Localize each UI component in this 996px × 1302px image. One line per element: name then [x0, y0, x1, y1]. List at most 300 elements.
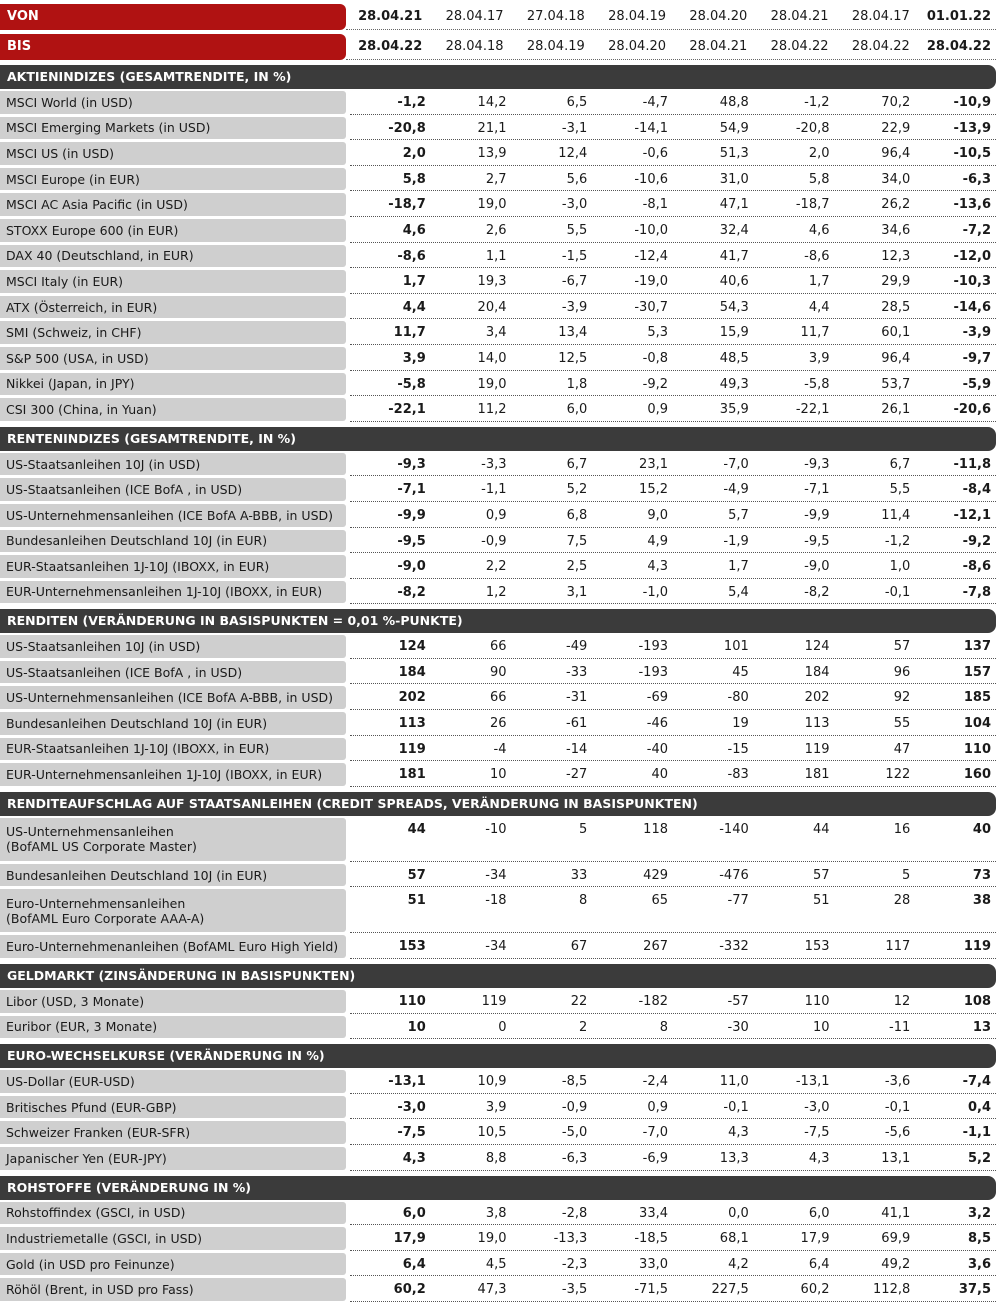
table-row [0, 296, 996, 320]
value-cell: -10,0 [634, 222, 668, 238]
value-cell: 137 [963, 639, 991, 655]
row-values [350, 453, 996, 477]
value-cell: 202 [804, 690, 830, 706]
table-row [0, 168, 996, 192]
value-cell: 21,1 [477, 120, 507, 136]
value-cell: 19,0 [477, 197, 507, 213]
value-cell: 119 [398, 741, 426, 757]
row-label [0, 296, 346, 319]
row-label-line: MSCI World (in USD) [6, 94, 133, 110]
value-cell: -9,7 [962, 350, 991, 366]
row-label-line: Bundesanleihen Deutschland 10J (in EUR) [6, 533, 268, 549]
value-cell: 119 [481, 994, 507, 1010]
row-label [0, 219, 346, 242]
value-cell: -6,9 [642, 1151, 668, 1166]
row-values [350, 738, 996, 762]
value-cell: 2,2 [485, 559, 507, 575]
value-cell: 3,1 [566, 584, 588, 600]
value-cell: -71,5 [634, 1282, 668, 1298]
value-cell: -7,5 [804, 1125, 830, 1141]
table-row [0, 245, 996, 269]
value-cell: 6,0 [566, 402, 588, 418]
value-cell: 23,1 [639, 456, 668, 472]
value-cell: 41,1 [881, 1205, 911, 1221]
bis-header-row [0, 34, 996, 60]
value-cell: -13,6 [953, 197, 991, 213]
row-label [0, 1147, 346, 1170]
value-cell: -9,3 [397, 456, 426, 472]
value-cell: 181 [804, 767, 830, 783]
table-row [0, 686, 996, 710]
row-label-line: Japanischer Yen (EUR-JPY) [6, 1150, 167, 1166]
value-cell: -5,6 [884, 1125, 911, 1141]
value-cell: -4,9 [723, 482, 749, 498]
row-values [350, 555, 996, 579]
value-cell: 67 [570, 939, 588, 955]
row-label [0, 1070, 346, 1093]
value-cell: 17,9 [393, 1231, 426, 1247]
value-cell: 12,4 [558, 146, 588, 162]
value-cell: 60,2 [393, 1282, 426, 1298]
von-date-cell: 01.01.22 [926, 9, 991, 24]
value-cell: 45 [732, 664, 749, 680]
value-cell: 7,5 [566, 533, 588, 549]
value-cell: -8,2 [804, 584, 830, 600]
table-row [0, 1016, 996, 1040]
value-cell: -2,3 [561, 1256, 588, 1272]
value-cell: 12,3 [881, 248, 911, 264]
table-row [0, 1147, 996, 1171]
value-cell: 108 [963, 994, 991, 1010]
row-values [350, 504, 996, 528]
von-header-row [0, 4, 996, 30]
value-cell: -14,6 [953, 299, 991, 315]
value-cell: -14 [566, 741, 588, 757]
value-cell: 119 [804, 741, 830, 757]
row-values [350, 168, 996, 192]
row-label [0, 347, 346, 370]
bis-date-cell: 28.04.19 [526, 39, 585, 54]
value-cell: -0,1 [884, 584, 911, 600]
value-cell: -3,0 [397, 1099, 426, 1115]
value-cell: -5,8 [397, 376, 426, 392]
value-cell: -7,2 [962, 222, 991, 238]
row-values [350, 763, 996, 787]
value-cell: 117 [885, 939, 911, 955]
value-cell: 28,5 [881, 299, 911, 315]
value-cell: -5,9 [962, 376, 991, 392]
value-cell: -1,2 [397, 95, 426, 110]
value-cell: 13,4 [558, 325, 588, 341]
value-cell: -80 [727, 690, 749, 706]
value-cell: -1,9 [723, 533, 749, 549]
table-row [0, 1096, 996, 1120]
row-label-line: MSCI Europe (in EUR) [6, 171, 140, 187]
table-row [0, 889, 996, 933]
value-cell: 38 [972, 893, 991, 909]
row-label [0, 504, 346, 527]
row-label-line: (BofAML US Corporate Master) [6, 839, 197, 855]
row-values [350, 478, 996, 502]
table-row [0, 763, 996, 787]
value-cell: 429 [643, 867, 668, 883]
row-values [350, 661, 996, 685]
value-cell: -9,2 [642, 376, 668, 392]
value-cell: -476 [719, 867, 749, 883]
row-label-line: Bundesanleihen Deutschland 10J (in EUR) [6, 715, 268, 731]
row-label [0, 738, 346, 761]
value-cell: -34 [485, 867, 507, 883]
value-cell: 6,0 [808, 1205, 830, 1221]
value-cell: -5,0 [561, 1125, 588, 1141]
row-label-line: Euro-Unternehmenanleihen (BofAML Euro High Yield) [6, 939, 339, 955]
row-label [0, 889, 346, 932]
value-cell: 15,9 [719, 325, 749, 341]
row-label-line: CSI 300 (China, in Yuan) [6, 401, 157, 417]
value-cell: 5,8 [808, 171, 830, 187]
row-label-line: EUR-Unternehmensanleihen 1J-10J (IBOXX, in EUR) [6, 584, 323, 600]
value-cell: -182 [638, 994, 668, 1010]
value-cell: 90 [489, 664, 507, 680]
value-cell: -3,6 [884, 1074, 911, 1090]
value-cell: -10,5 [953, 146, 991, 162]
value-cell: 0,9 [485, 507, 507, 523]
value-cell: 51 [812, 893, 830, 909]
value-cell: 5,3 [647, 325, 668, 341]
bis-date-cell: 28.04.22 [770, 39, 829, 54]
value-cell: 1,2 [485, 584, 507, 600]
row-values [350, 530, 996, 554]
value-cell: -3,1 [561, 120, 588, 136]
row-label-line: Britisches Pfund (EUR-GBP) [6, 1099, 177, 1115]
bis-date-cells [346, 34, 996, 60]
row-label-line: US-Staatsanleihen (ICE BofA , in USD) [6, 482, 243, 498]
value-cell: 8,5 [967, 1231, 991, 1247]
row-label-line: Euro-Unternehmensanleihen [6, 895, 186, 911]
table-row [0, 635, 996, 659]
value-cell: 11,2 [477, 402, 507, 418]
row-label-line: US-Staatsanleihen (ICE BofA , in USD) [6, 664, 243, 680]
row-label [0, 1121, 346, 1144]
value-cell: 33,0 [639, 1256, 668, 1272]
value-cell: 0,9 [647, 402, 668, 418]
bis-date-cell: 28.04.22 [358, 39, 423, 54]
bis-date-cell: 28.04.18 [445, 39, 504, 54]
value-cell: 5,2 [967, 1151, 991, 1166]
value-cell: 101 [723, 639, 749, 655]
row-values [350, 1278, 996, 1302]
row-label-line: MSCI Emerging Markets (in USD) [6, 120, 211, 136]
value-cell: -4 [493, 741, 507, 757]
value-cell: -0,6 [642, 146, 668, 162]
value-cell: 0,0 [728, 1205, 749, 1221]
table-row [0, 864, 996, 888]
row-label-line: EUR-Unternehmensanleihen 1J-10J (IBOXX, in EUR) [6, 767, 323, 783]
row-values [350, 142, 996, 166]
von-date-cells [346, 4, 996, 30]
table-row [0, 1202, 996, 1226]
row-values [350, 398, 996, 422]
value-cell: 5,7 [728, 507, 749, 523]
row-label [0, 1016, 346, 1039]
value-cell: -13,1 [388, 1074, 426, 1090]
value-cell: 153 [398, 939, 426, 955]
row-label [0, 1253, 346, 1276]
row-label-line: US-Unternehmensanleihen [6, 824, 174, 840]
von-date-cell: 28.04.19 [608, 9, 666, 24]
value-cell: 2,7 [485, 171, 507, 187]
value-cell: 1,7 [402, 274, 426, 290]
value-cell: 4,6 [808, 222, 830, 238]
value-cell: 122 [885, 767, 911, 783]
value-cell: -12,0 [953, 248, 991, 264]
value-cell: 60,2 [800, 1282, 830, 1298]
value-cell: 37,5 [958, 1282, 991, 1298]
value-cell: 33,4 [639, 1205, 668, 1221]
value-cell: 113 [804, 716, 830, 732]
value-cell: -0,1 [884, 1099, 911, 1115]
value-cell: 57 [407, 867, 426, 883]
row-label-line: STOXX Europe 600 (in EUR) [6, 222, 179, 238]
table-row [0, 270, 996, 294]
value-cell: 14,0 [477, 350, 507, 366]
value-cell: -30,7 [634, 299, 668, 315]
row-label-line: Libor (USD, 3 Monate) [6, 993, 145, 1009]
row-values [350, 686, 996, 710]
table-row [0, 453, 996, 477]
value-cell: 185 [963, 690, 991, 706]
row-values [350, 1070, 996, 1094]
table-row [0, 142, 996, 166]
value-cell: 3,4 [485, 325, 507, 341]
von-label: VON [0, 4, 346, 30]
value-cell: -10,6 [634, 171, 668, 187]
value-cell: -33 [566, 664, 588, 680]
value-cell: -7,4 [962, 1074, 991, 1090]
value-cell: -27 [566, 767, 588, 783]
value-cell: -83 [727, 767, 749, 783]
value-cell: 11,7 [800, 325, 830, 341]
value-cell: 6,8 [566, 507, 588, 523]
table-row [0, 661, 996, 685]
table-row [0, 398, 996, 422]
value-cell: 10,9 [477, 1074, 507, 1090]
value-cell: -9,9 [397, 507, 426, 523]
value-cell: -9,9 [804, 507, 830, 523]
value-cell: 2,5 [566, 559, 588, 575]
value-cell: 3,9 [485, 1099, 507, 1115]
von-date-cell: 28.04.21 [770, 9, 829, 24]
value-cell: 2 [578, 1019, 588, 1035]
value-cell: 3,6 [967, 1256, 991, 1272]
value-cell: -9,0 [804, 559, 830, 575]
value-cell: 3,9 [808, 350, 830, 366]
value-cell: 6,5 [566, 95, 588, 110]
table-row [0, 530, 996, 554]
value-cell: 33 [570, 867, 588, 883]
row-label [0, 990, 346, 1013]
value-cell: 5 [901, 867, 911, 883]
row-label [0, 91, 346, 114]
row-label [0, 193, 346, 216]
value-cell: 110 [398, 994, 426, 1010]
value-cell: -193 [638, 639, 668, 655]
value-cell: -8,6 [962, 559, 991, 575]
value-cell: 4,5 [485, 1256, 507, 1272]
value-cell: -7,1 [397, 482, 426, 498]
value-cell: -11,8 [953, 456, 991, 472]
value-cell: 44 [407, 821, 426, 837]
table-row [0, 373, 996, 397]
value-cell: 48,8 [719, 95, 749, 110]
value-cell: -11 [889, 1019, 911, 1035]
row-values [350, 117, 996, 141]
value-cell: 5,4 [728, 584, 749, 600]
value-cell: -7,8 [962, 584, 991, 600]
value-cell: -4,7 [642, 95, 668, 110]
row-label-line: DAX 40 (Deutschland, in EUR) [6, 248, 194, 264]
value-cell: 11,0 [719, 1074, 749, 1090]
table-row [0, 478, 996, 502]
value-cell: -49 [566, 639, 588, 655]
row-label-line: (BofAML Euro Corporate AAA-A) [6, 910, 205, 926]
row-label-line: ATX (Österreich, in EUR) [6, 299, 158, 315]
table-row [0, 738, 996, 762]
value-cell: 70,2 [881, 95, 911, 110]
value-cell: 3,2 [967, 1205, 991, 1221]
value-cell: 10 [489, 767, 507, 783]
value-cell: -40 [646, 741, 668, 757]
value-cell: 51 [407, 893, 426, 909]
row-label [0, 864, 346, 887]
value-cell: 184 [398, 664, 426, 680]
value-cell: -2,8 [561, 1205, 588, 1221]
value-cell: -9,5 [804, 533, 830, 549]
row-label [0, 1227, 346, 1250]
value-cell: -7,0 [642, 1125, 668, 1141]
value-cell: 13,9 [477, 146, 507, 162]
value-cell: 15,2 [639, 482, 668, 498]
value-cell: -10 [485, 821, 507, 837]
value-cell: 54,3 [719, 299, 749, 315]
value-cell: -30 [727, 1019, 749, 1035]
value-cell: 119 [963, 939, 991, 955]
row-label-line: Röhöl (Brent, in USD pro Fass) [6, 1282, 194, 1298]
value-cell: -46 [646, 716, 668, 732]
row-values [350, 581, 996, 605]
section-header: RENDITEN (VERÄNDERUNG IN BASISPUNKTEN = 0,01 %-PUNKTE) [0, 609, 996, 633]
row-values [350, 193, 996, 217]
value-cell: -18,5 [634, 1231, 668, 1247]
value-cell: -1,0 [642, 584, 668, 600]
von-date-cell: 28.04.20 [689, 9, 748, 24]
table-row [0, 1121, 996, 1145]
value-cell: 10 [407, 1019, 426, 1035]
row-values [350, 889, 996, 933]
value-cell: -0,9 [481, 533, 507, 549]
value-cell: 40 [651, 767, 668, 783]
value-cell: 47,1 [719, 197, 749, 213]
row-values [350, 935, 996, 959]
value-cell: -1,1 [481, 482, 507, 498]
section-header: RENTENINDIZES (GESAMTRENDITE, IN %) [0, 427, 996, 451]
value-cell: 4,3 [402, 1151, 426, 1166]
value-cell: 49,3 [719, 376, 749, 392]
value-cell: 8 [659, 1019, 668, 1035]
row-label-line: Industriemetalle (GSCI, in USD) [6, 1230, 203, 1246]
value-cell: 44 [812, 821, 830, 837]
value-cell: 4,6 [402, 222, 426, 238]
value-cell: 13,1 [881, 1151, 911, 1166]
value-cell: 11,7 [393, 325, 426, 341]
table-row [0, 504, 996, 528]
value-cell: 65 [651, 893, 668, 909]
row-label [0, 321, 346, 344]
table-row [0, 1070, 996, 1094]
value-cell: 96,4 [881, 350, 911, 366]
value-cell: 4,3 [808, 1151, 830, 1166]
row-values [350, 1121, 996, 1145]
row-label-line: Rohstoffindex (GSCI, in USD) [6, 1205, 186, 1221]
value-cell: -1,2 [884, 533, 911, 549]
bis-label: BIS [0, 34, 346, 60]
value-cell: 6,4 [402, 1256, 426, 1272]
value-cell: 66 [489, 639, 507, 655]
value-cell: 0,4 [967, 1099, 991, 1115]
row-values [350, 1227, 996, 1251]
value-cell: 4,3 [728, 1125, 749, 1141]
value-cell: -0,1 [723, 1099, 749, 1115]
row-label [0, 935, 346, 958]
value-cell: 49,2 [881, 1256, 911, 1272]
table-row [0, 321, 996, 345]
row-label-line: MSCI Italy (in EUR) [6, 273, 124, 289]
value-cell: -8,5 [561, 1074, 588, 1090]
value-cell: 19,0 [477, 376, 507, 392]
row-label-line: US-Unternehmensanleihen (ICE BofA A-BBB, in USD) [6, 507, 334, 523]
row-label [0, 270, 346, 293]
value-cell: -193 [638, 664, 668, 680]
value-cell: -8,1 [642, 197, 668, 213]
value-cell: 112,8 [873, 1282, 911, 1298]
value-cell: -140 [719, 821, 749, 837]
value-cell: -12,1 [953, 507, 991, 523]
value-cell: 20,4 [477, 299, 507, 315]
row-values [350, 1202, 996, 1226]
row-label [0, 635, 346, 658]
value-cell: 14,2 [477, 95, 507, 110]
value-cell: 11,4 [881, 507, 911, 523]
row-values [350, 219, 996, 243]
row-values [350, 91, 996, 115]
value-cell: 12,5 [558, 350, 588, 366]
value-cell: 66 [489, 690, 507, 706]
row-label [0, 763, 346, 786]
row-label [0, 245, 346, 268]
von-date-cell: 27.04.18 [526, 9, 585, 24]
table-row [0, 347, 996, 371]
row-label-line: MSCI AC Asia Pacific (in USD) [6, 197, 188, 213]
section-header: ROHSTOFFE (VERÄNDERUNG IN %) [0, 1176, 996, 1200]
row-values [350, 990, 996, 1014]
table-row [0, 1253, 996, 1277]
value-cell: -22,1 [388, 402, 426, 418]
table-row [0, 219, 996, 243]
value-cell: 53,7 [881, 376, 911, 392]
value-cell: 0 [498, 1019, 507, 1035]
table-row [0, 555, 996, 579]
value-cell: -13,9 [953, 120, 991, 136]
